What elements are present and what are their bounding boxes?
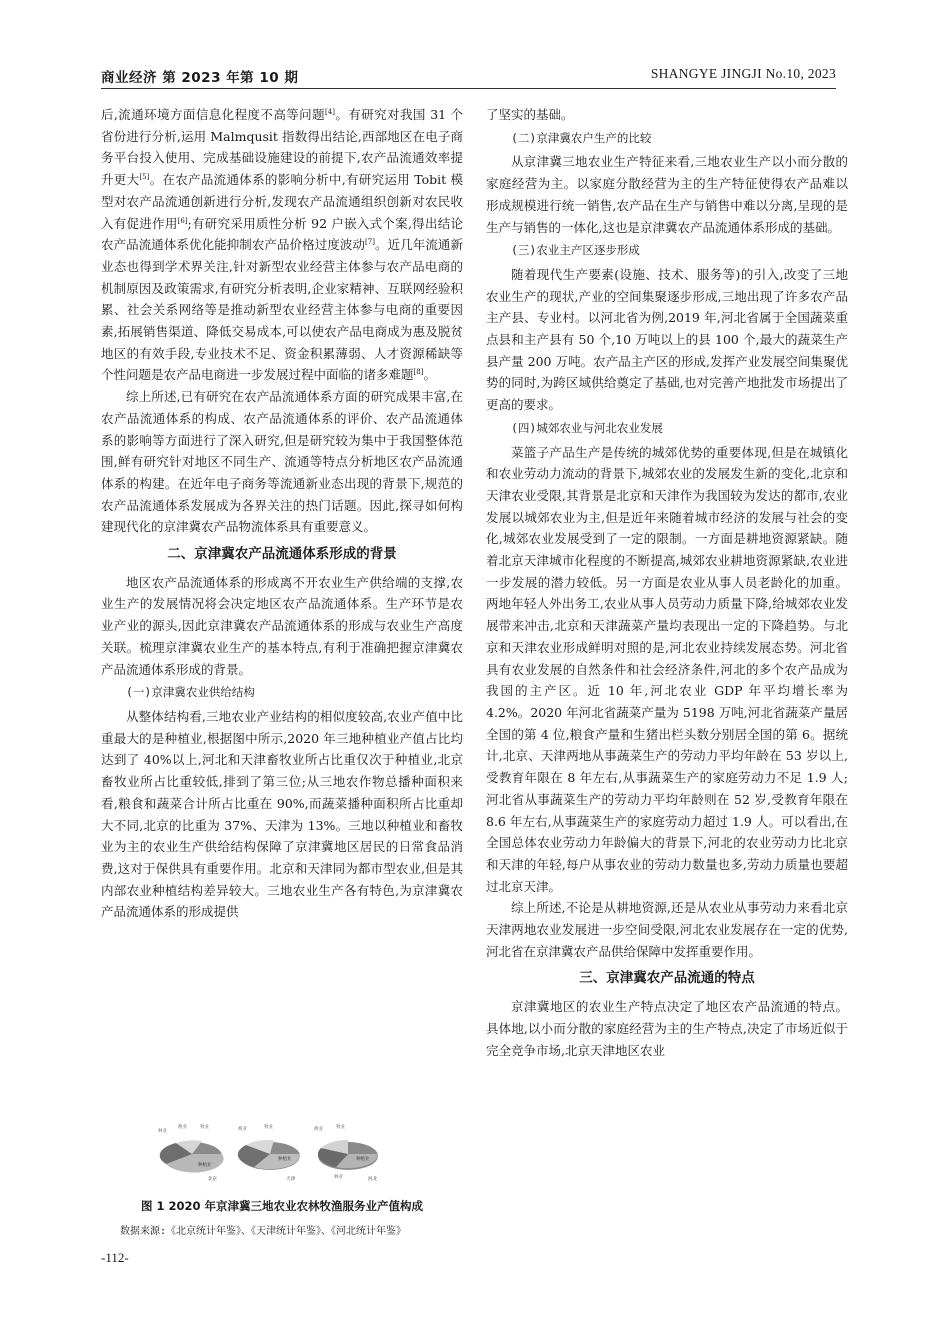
paragraph-7: 菜篮子产品生产是传统的城郊优势的重要体现,但是在城镇化和农业劳动力流动的背景下,城郊农业的发展发生新的变化,北京和天津农业受限,其背景是北京和天津作为我国较为发达的都市,农业发展以城郊农业为主,但是近年来随着城市经济的发展与社会的变化,城郊农业发展受到了一定的限制。一方面是耕地资源紧缺。随着北京天津城市化程度的不断提高,城郊农业耕地资源紧缺,农业进一步发展的潜力较低。另一方面是农业从事人员老龄化的加重。两地年轻人外出务工,农业从事人员劳动力质量下降,给城郊农业发展带来冲击,北京和天津蔬菜产量均表现出一定的下降趋势。与北京和天津农业形成鲜明对照的是,河北农业持续发展态势。河北省具有农业发展的自然条件和社会经济条件,河北的多个农产品成为我国的主产区。近 10 年,河北农业 GDP 年平均增长率为 4.2%。2020 年河北省蔬菜产量为 5198 万吨,河北省蔬菜产量居全国的第 4 位,粮食产量和生猪出栏头数分别居全国的第 6。据统计,北京、天津两地从事蔬菜生产的劳动力平均年龄在 53 岁以上,受教育年限在 8 年左右,从事蔬菜生产的家庭劳动力不足 1.9 人;河北省从事蔬菜生产的劳动力平均年龄则在 52 岁,受教育年限在 8.6 年左右,从事蔬菜生产的家庭劳动力超过 1.9 人。可以看出,在全国总体农业劳动力年龄偏大的背景下,河北的农业劳动力比北京和天津的年轻,每户从事农业的劳动力数量也多,劳动力质量也要超过北京天津。 <box>486 444 848 894</box>
pie-label: 种植业 <box>198 1163 212 1168</box>
paragraph-continued: 了坚实的基础。 <box>486 107 574 122</box>
pie-label: 牧业 <box>264 1125 273 1130</box>
journal-header-left: 商业经济 第 2023 年第 10 期 <box>101 70 299 86</box>
right-column <box>486 104 848 1061</box>
pie-beijing <box>156 1120 228 1184</box>
page-number: -112- <box>101 1250 129 1265</box>
subsection-heading-4: (四)城郊农业与河北农业发展 <box>511 420 663 435</box>
pie-label: 牧业 <box>336 1125 345 1130</box>
paragraph-1: 后,流通环境方面信息化程度不高等问题[4]。有研究对我国 31 个省份进行分析,运用 Malmqusit 指数得出结论,西部地区在电子商务平台投入使用、完成基础设施建设的前提下,农产品流通效率提升更大[5]。在农产品流通体系的影响分析中,有研究运用 Tobit 模型对农产品流通创新进行分析,发现农产品流通组织创新对农民收入有促进作用[6];有研究采用质性分析 92 户嵌入式个案,得出结论农产品流通体系优化能抑制农产品价格过度波动[7]。近几年流通新业态也得到学术界关注,针对新型农业经营主体参与农产品电商的机制原因及政策需求,有研究分析表明,企业家精神、互联网经验积累、社会关系网络等是推动新型农业经营主体参与电商的重要因素,拓展销售渠道、降低交易成本,可以使农产品电商成为惠及脱贫地区的有效手段,专业技术不足、资金积累薄弱、人才资源稀缺等个性问题是农产品电商进一步发展过程中面临的诸多难题[8]。 <box>101 107 463 383</box>
pie-label: 林业 <box>334 1175 343 1180</box>
subsection-heading-3: (三)农业主产区逐步形成 <box>511 243 640 258</box>
pie-label: 牧业 <box>200 1125 209 1130</box>
subsection-heading-2: (二)京津冀农户生产的比较 <box>511 130 652 145</box>
figure-source: 数据来源:《北京统计年鉴》、《天津统计年鉴》、《河北统计年鉴》 <box>120 1226 407 1237</box>
pie-label: 渔业 <box>178 1125 187 1130</box>
pie-region: 河北 <box>368 1177 377 1182</box>
pie-region: 天津 <box>286 1177 295 1182</box>
journal-header-right: SHANGYE JINGJI No.10, 2023 <box>650 66 836 81</box>
left-column <box>101 104 463 923</box>
pie-label: 林业 <box>158 1129 167 1134</box>
figure-caption: 图 1 2020 年京津冀三地农业农林牧渔服务业产值构成 <box>140 1199 424 1213</box>
pie-tianjin <box>234 1120 306 1184</box>
figure-pie-charts <box>156 1120 384 1192</box>
pie-label: 种植业 <box>278 1157 292 1162</box>
paragraph-4: 从整体结构看,三地农业产业结构的相似度较高,农业产值中比重最大的是种植业,根据图中所示,2020 年三地种植业产值占比均达到了 40%以上,河北和天津畜牧业所占比重仅次于种植业,北京畜牧业所占比重较低,排到了第三位;从三地农作物总播种面积来看,粮食和蔬菜合计所占比重在 90%,而蔬菜播种面积所占比重却大不同,北京的比重为 37%、天津为 13%。三地以种植业和畜牧业为主的农业生产供给结构保障了京津冀地区居民的日常食品消费,这对于保供具有重要作用。北京和天津同为都市型农业,但是其内部农业种植结构差异较大。三地农业生产各有特色,为京津冀农产品流通体系的形成提供 <box>101 708 463 920</box>
section-heading-3: 三、京津冀农产品流通的特点 <box>579 970 755 987</box>
pie-label: 渔业 <box>314 1127 323 1132</box>
pie-label: 渔业 <box>238 1127 247 1132</box>
paragraph-8: 综上所述,不论是从耕地资源,还是从农业从事劳动力来看北京天津两地农业发展进一步空间受限,河北农业发展存在一定的优势,河北省在京津冀农产品供给保障中发挥重要作用。 <box>486 900 848 959</box>
pie-region: 北京 <box>208 1177 217 1182</box>
paragraph-2: 综上所述,已有研究在农产品流通体系方面的研究成果丰富,在农产品流通体系的构成、农产品流通体系的评价、农产品流通体系的影响等方面进行了深入研究,但是研究较为集中于我国整体范围,鲜有研究针对地区不同生产、流通等特点分析地区农产品流通体系的构建。在近年电子商务等流通新业态出现的背景下,规范的农产品流通体系发展成为各界关注的热门话题。因此,探寻如何构建现代化的京津冀农产品物流体系具有重要意义。 <box>101 389 463 535</box>
section-heading-2: 二、京津冀农产品流通体系形成的背景 <box>167 546 397 563</box>
paragraph-3: 地区农产品流通体系的形成离不开农业生产供给端的支撑,农业生产的发展情况将会决定地区农产品流通体系。生产环节是农业产业的源头,因此京津冀农产品流通体系的形成与农业生产高度关联。梳理京津冀农业生产的基本特点,有利于准确把握京津冀农产品流通体系形成的背景。 <box>101 574 463 677</box>
subsection-heading-1: (一)京津冀农业供给结构 <box>126 685 255 700</box>
pie-label: 种植业 <box>356 1157 370 1162</box>
pie-hebei <box>312 1120 384 1184</box>
paragraph-9: 京津冀地区的农业生产特点决定了地区农产品流通的特点。具体地,以小而分散的家庭经营为主的生产特点,决定了市场近似于完全竞争市场,北京天津地区农业 <box>486 999 848 1058</box>
paragraph-6: 随着现代生产要素(设施、技术、服务等)的引入,改变了三地农业生产的现状,产业的空间集聚逐步形成,三地出现了许多农产品主产县、专业村。以河北省为例,2019 年,河北省属于全国蔬菜重点县和主产县有 50 个,10 万吨以上的县 100 个,最大的蔬菜生产县产量 200 万吨。农产品主产区的形成,发挥产业发展空间集聚优势的同时,为跨区域供给奠定了基础,也对完善产地批发市场提出了更高的要求。 <box>486 266 848 413</box>
header-divider <box>101 88 836 89</box>
paragraph-5: 从京津冀三地农业生产特征来看,三地农业生产以小而分散的家庭经营为主。以家庭分散经营为主的生产特征使得农产品难以形成规模进行统一销售,农产品在生产与销售中难以分离,呈现的是生产与销售的一体化,这也是京津冀农产品流通体系形成的基础。 <box>486 154 848 235</box>
